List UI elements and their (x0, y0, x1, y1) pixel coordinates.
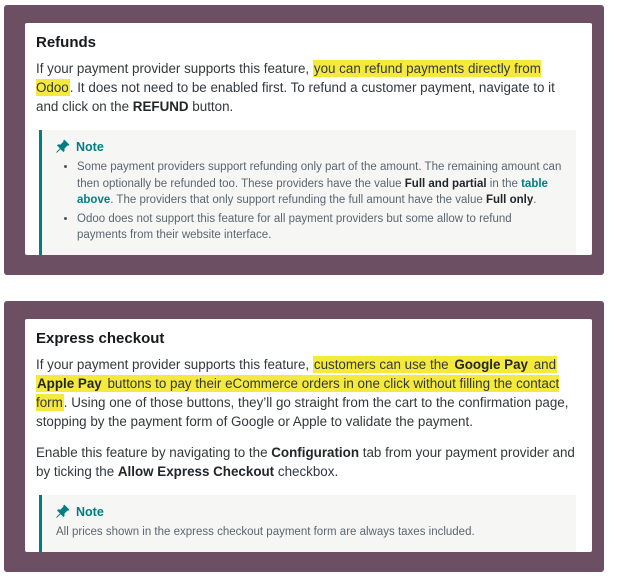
text-segment: . Using one of those buttons, they’ll go straight from the cart to the confirmation page, stopping by the payment form of Google or Apple to validate the payment. (36, 395, 569, 429)
text-segment: in the (486, 177, 522, 190)
paragraph (36, 355, 578, 431)
text-segment: All prices shown in the express checkout payment form are always taxes included. (56, 526, 475, 538)
note-bullet-item (77, 159, 564, 209)
text-segment: Some payment providers support refunding only part of the amount. The remaining amount can then optionally be refunded too. These providers have the value (77, 161, 562, 190)
highlighted-text: Apple Pay (37, 376, 102, 391)
note-admonition (39, 130, 576, 255)
section-heading-refunds: Refunds (36, 34, 96, 51)
note-admonition (39, 495, 576, 552)
note-title (55, 139, 564, 154)
pushpin-icon (55, 139, 70, 154)
text-segment: Configuration (271, 445, 360, 460)
highlighted-text: you can refund payments directly from Odoo (36, 61, 541, 95)
paragraph (36, 59, 578, 116)
text-segment: Full and partial (404, 177, 487, 190)
doc-card-express-checkout (25, 319, 592, 552)
note-label: Note (76, 139, 104, 154)
text-segment: tab from your payment provider and by ticking the (36, 445, 575, 479)
text-segment: . (533, 194, 537, 206)
text-segment: . It does not need to be enabled first. To refund a customer payment, navigate to it and click on the (36, 80, 555, 114)
text-segment: checkbox. (274, 464, 339, 479)
highlighted-text: customers can use the (313, 357, 453, 372)
text-segment: If your payment provider supports this feature, (36, 357, 313, 372)
note-label: Note (76, 504, 104, 519)
highlighted-text: buttons to pay their eCommerce orders in one click without filling the contact form (36, 376, 560, 410)
screenshot-refunds-section (4, 5, 604, 275)
text-segment: Enable this feature by navigating to the (36, 445, 272, 460)
inline-link[interactable]: table above (77, 177, 548, 206)
text-segment: If your payment provider supports this feature, (36, 61, 313, 76)
text-segment: Odoo does not support this feature for all payment providers but some allow to refund payments from their website interface. (77, 212, 512, 241)
note-bullet-item (77, 211, 564, 244)
highlighted-text: and (529, 357, 557, 372)
text-segment: button. (188, 99, 234, 114)
text-segment: Allow Express Checkout (117, 464, 275, 479)
note-paragraph (56, 524, 564, 540)
section-heading-express-checkout: Express checkout (36, 330, 165, 347)
note-bullet-list (55, 159, 564, 244)
note-title (55, 504, 564, 519)
pushpin-icon (55, 504, 70, 519)
text-segment: Full only (485, 194, 534, 206)
text-segment: . The providers that only support refunding the full amount have the value (110, 194, 486, 206)
text-segment: REFUND (132, 99, 189, 114)
screenshot-express-checkout-section (4, 301, 604, 572)
highlighted-text: Google Pay (454, 357, 528, 372)
paragraph (36, 443, 578, 481)
doc-card-refunds (25, 23, 592, 255)
